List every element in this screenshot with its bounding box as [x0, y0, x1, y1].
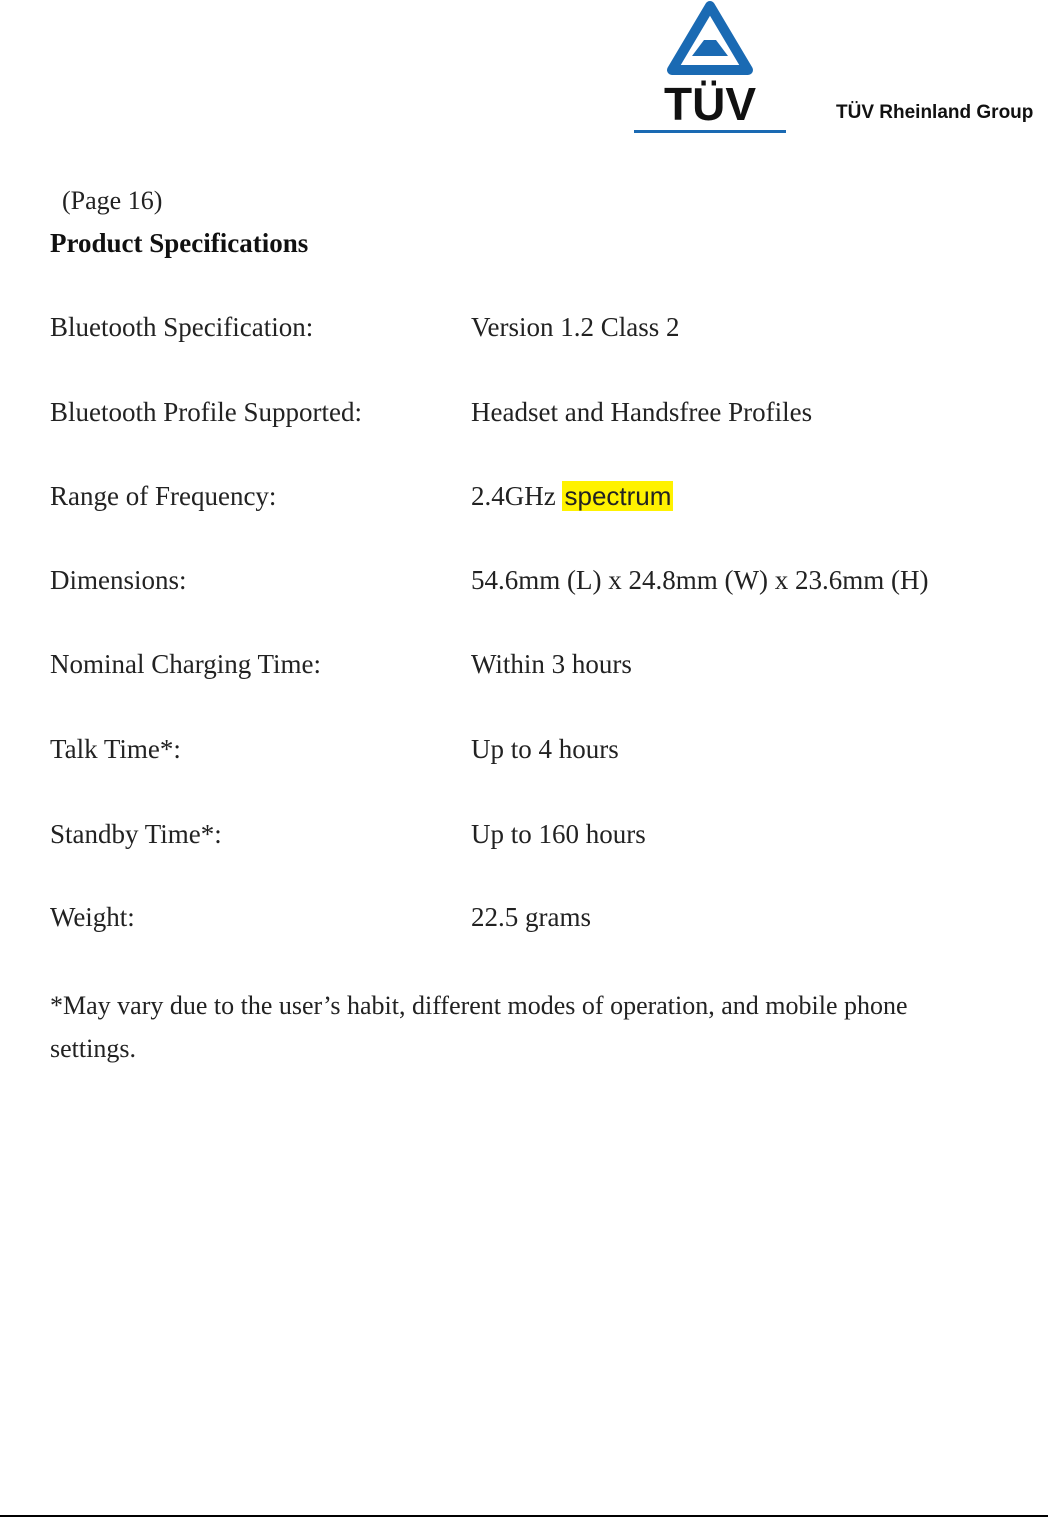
- logo-text: TÜV: [664, 78, 756, 130]
- spec-value-frequency: [471, 481, 673, 512]
- spec-row: [50, 819, 1010, 855]
- group-name: TÜV Rheinland Group: [836, 102, 1034, 123]
- spec-value: 22.5 grams: [471, 902, 591, 932]
- spec-row: [50, 734, 1010, 770]
- spec-value: Version 1.2 Class 2: [471, 312, 680, 342]
- highlighted-word: spectrum: [564, 481, 672, 511]
- footnote: *May vary due to the user’s habit, different modes of operation, and mobile phone settings.: [50, 991, 908, 1063]
- tuv-logo-icon: [632, 0, 788, 138]
- spec-value: Up to 160 hours: [471, 819, 646, 849]
- page-title: Product Specifications: [50, 228, 309, 258]
- spec-label: Standby Time*:: [50, 819, 222, 849]
- spec-label: Weight:: [50, 902, 135, 932]
- page-bottom-divider: [0, 1515, 1048, 1517]
- spec-label: Range of Frequency:: [50, 481, 277, 511]
- spec-row: [50, 565, 1010, 601]
- spec-row: [50, 481, 1010, 517]
- spec-row: [50, 312, 1010, 348]
- spec-row: [50, 649, 1010, 685]
- spec-label: Bluetooth Specification:: [50, 312, 314, 342]
- spec-value: Headset and Handsfree Profiles: [471, 397, 813, 427]
- tuv-logo: [632, 0, 788, 138]
- spec-label: Bluetooth Profile Supported:: [50, 397, 362, 427]
- frequency-value: 2.4GHz: [471, 481, 556, 511]
- page-reference: (Page 16): [62, 186, 163, 215]
- spec-value: Within 3 hours: [471, 649, 632, 679]
- spec-value: 54.6mm (L) x 24.8mm (W) x 23.6mm (H): [471, 565, 929, 595]
- spec-label: Dimensions:: [50, 565, 187, 595]
- spec-value: Up to 4 hours: [471, 734, 619, 764]
- spec-row: [50, 902, 1010, 938]
- spec-row: [50, 397, 1010, 433]
- spec-label: Nominal Charging Time:: [50, 649, 322, 679]
- spec-label: Talk Time*:: [50, 734, 181, 764]
